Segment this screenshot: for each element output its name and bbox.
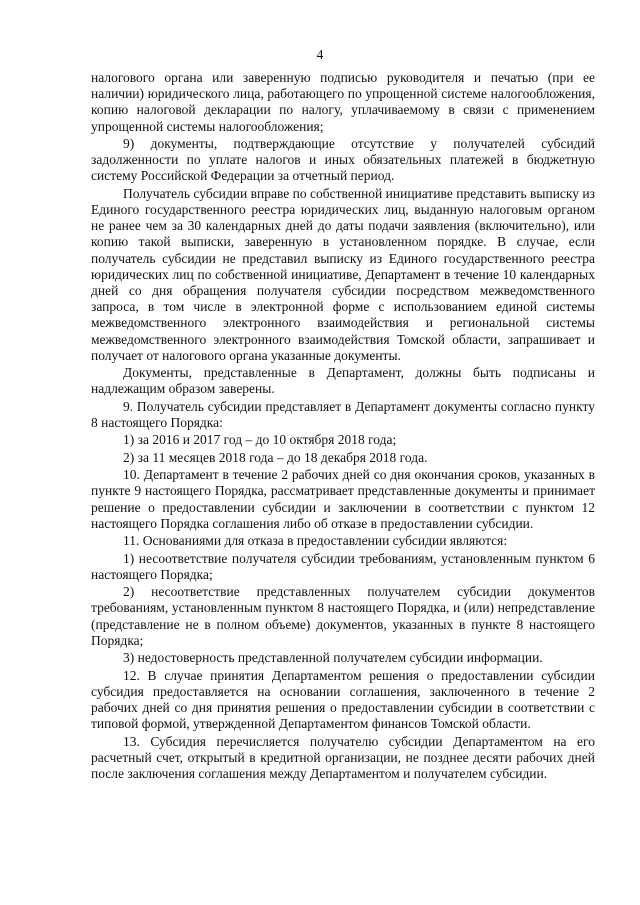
paragraph-13: 12. В случае принятия Департаментом решения о предоставлении субсидии субсидия предоставляется на основании соглашения, заключенного в течение 2 рабочих дней со дня принятия решения о предоставлении субсидии в соответствии с типовой формой, утвержденной Департаментом финансов Томской области. [91, 667, 595, 732]
paragraph-11: 2) несоответствие представленных получателем субсидии документов требованиям, установленным пунктом 8 настоящего Порядка, и (или) непредставление (представление не в полном объеме) документов, указанных в пункте 8 настоящего Порядка; [91, 584, 595, 648]
paragraph-3: Получатель субсидии вправе по собственной инициативе представить выписку из Единого государственного реестра юридических лиц, выданную налоговым органом не ранее чем за 30 календарных дней до даты подачи заявления (включительно), или копию такой выписки, заверенную в установленном порядке. В случае, если получатель субсидии не представил выписку из Единого государственного реестра юридических лиц по собственной инициативе, Департамент в течение 10 календарных дней со дня обращения получателя субсидии посредством межведомственного запроса, в том числе в электронной форме с использованием единой системы межведомственного электронного взаимодействия и региональной системы межведомственного электронного взаимодействия Томской области, запрашивает и получает от налогового органа указанные документы. [91, 185, 595, 363]
page-number: 4 [316, 47, 324, 62]
paragraph-1: налогового органа или заверенную подписью руководителя и печатью (при ее наличии) юридического лица, работающего по упрощенной системе налогообложения, копию налоговой декларации по налогу, уплачиваемому в связи с применением упрощенной системы налогообложения; [91, 70, 595, 134]
paragraph-7: 2) за 11 месяцев 2018 года – до 18 декабря 2018 года. [123, 449, 428, 465]
paragraph-2: 9) документы, подтверждающие отсутствие у получателей субсидий задолженности по уплате налогов и иных обязательных платежей в бюджетную систему Российской Федерации за отчетный период. [91, 136, 595, 184]
paragraph-12: 3) недостоверность представленной получателем субсидии информации. [123, 650, 543, 666]
paragraph-4: Документы, представленные в Департамент, должны быть подписаны и надлежащим образом заверены. [91, 365, 595, 397]
paragraph-10: 1) несоответствие получателя субсидии требованиям, установленным пунктом 6 настоящего Порядка; [91, 550, 595, 582]
paragraph-5: 9. Получатель субсидии представляет в Департамент документы согласно пункту 8 настоящего Порядка: [91, 398, 595, 431]
paragraph-6: 1) за 2016 и 2017 год – до 10 октября 2018 года; [123, 432, 397, 448]
paragraph-8: 10. Департамент в течение 2 рабочих дней со дня окончания сроков, указанных в пункте 9 настоящего Порядка, рассматривает представленные документы и принимает решение о предоставлении субсидии и заключении в соответствии с пунктом 12 настоящего Порядка соглашения либо об отказе в предоставлении субсидии. [91, 467, 595, 531]
paragraph-14: 13. Субсидия перечисляется получателю субсидии Департаментом на его расчетный счет, открытый в кредитной организации, не позднее десяти рабочих дней после заключения соглашения между Департаментом и получателем субсидии. [91, 733, 595, 781]
paragraph-9: 11. Основаниями для отказа в предоставлении субсидии являются: [123, 533, 508, 549]
document-body [91, 70, 595, 783]
